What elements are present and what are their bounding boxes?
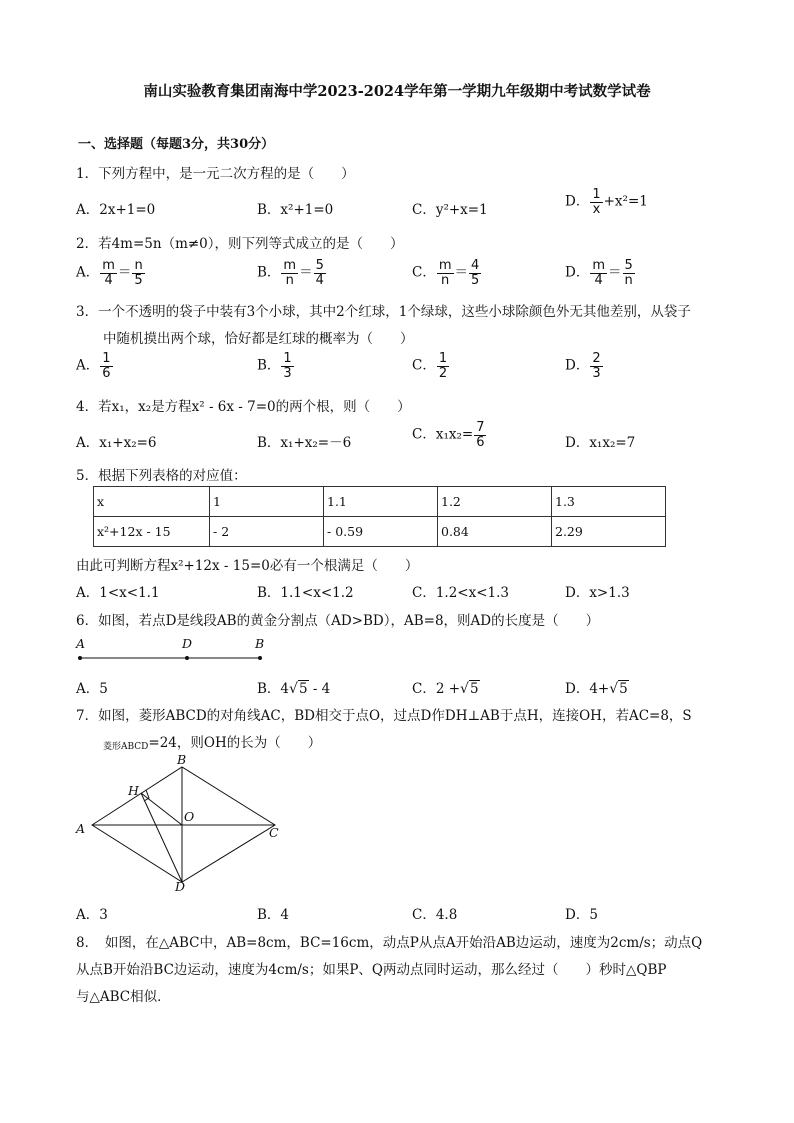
frac-den: 4 [104, 272, 113, 288]
opt-text: C．2 + [412, 681, 461, 697]
equals: ＝ [299, 264, 313, 281]
table-row [94, 487, 666, 517]
frac-den: n [285, 272, 294, 288]
frac-den: 4 [315, 272, 324, 288]
q7-option-c: C．4.8 [412, 907, 458, 923]
point-a [78, 656, 82, 660]
page-title: 南山实验教育集团南海中学2023-2024学年第一学期九年级期中考试数学试卷 [143, 83, 651, 100]
label-b: B [177, 755, 187, 767]
frac-den: 5 [471, 272, 480, 288]
q1-option-b: B．x²+1=0 [257, 202, 334, 218]
radicand: 5 [469, 681, 479, 697]
table-cell: 0.84 [438, 517, 552, 547]
q1-stem: 1．下列方程中，是一元二次方程的是（ ） [76, 166, 355, 182]
equals: ＝ [608, 264, 622, 281]
q2-stem: 2．若4m=5n（m≠0），则下列等式成立的是（ ） [76, 236, 404, 252]
frac-den: x [592, 201, 601, 217]
frac-num: m [438, 258, 452, 273]
label-a: A [76, 821, 86, 836]
frac-num: 5 [624, 258, 633, 273]
q6-stem: 6．如图，若点D是线段AB的黄金分割点（AD>BD），AB=8，则AD的长度是（ ） [76, 613, 600, 629]
q1-d-label: D． [565, 193, 590, 210]
point-d [185, 656, 189, 660]
frac-den: 3 [592, 365, 601, 381]
q2-option-b [257, 259, 327, 287]
table-cell: x [94, 487, 210, 517]
frac-den: 6 [102, 365, 111, 381]
opt-label: C． [412, 357, 436, 374]
frac-den: 3 [283, 365, 292, 381]
q1-option-d [565, 188, 648, 216]
opt-text: B．4 [257, 681, 290, 697]
label-d: D [182, 636, 193, 651]
q7-option-d: D．5 [565, 907, 598, 923]
table-row [94, 517, 666, 547]
frac-num: 4 [471, 258, 480, 273]
segment-figure [70, 634, 280, 666]
frac-num: 5 [315, 258, 324, 273]
value-table [93, 486, 666, 547]
q3-line1: 3．一个不透明的袋子中装有3个小球，其中2个红球，1个绿球，这些小球除颜色外无其他差别，从袋子 [76, 304, 691, 320]
sqrt-symbol: √ [460, 681, 469, 697]
table-cell: 1 [210, 487, 324, 517]
opt-label: C． [412, 264, 436, 281]
equals: ＝ [117, 264, 132, 281]
frac-num: m [102, 258, 115, 273]
q4-stem: 4．若x₁，x₂是方程x² - 6x - 7=0的两个根，则（ ） [76, 399, 411, 415]
table-cell: - 2 [210, 517, 324, 547]
radicand: 5 [619, 681, 628, 697]
q1-d-rest: +x²=1 [603, 193, 648, 210]
q4-option-d: D．x₁x₂=7 [565, 435, 636, 451]
frac-den: n [624, 272, 633, 288]
subscript: 菱形ABCD [103, 742, 149, 752]
opt-label: B． [257, 264, 281, 281]
table-cell: 1.1 [324, 487, 438, 517]
table-cell: - 0.59 [324, 517, 438, 547]
frac-num: m [592, 258, 605, 273]
table-cell: 2.29 [552, 517, 666, 547]
q8-line3: 与△ABC相似． [76, 989, 171, 1005]
q2-option-c [412, 259, 482, 287]
sqrt-symbol: √ [289, 681, 298, 697]
label-b: B [255, 636, 265, 651]
q5-option-b: B．1.1<x<1.2 [257, 585, 354, 601]
q3-option-c [412, 352, 450, 380]
frac-num: 1 [592, 187, 601, 202]
opt-label: B． [257, 357, 281, 374]
q6-option-a: A．5 [76, 681, 108, 697]
sqrt-symbol: √ [609, 681, 619, 697]
q3-line2: 中随机摸出两个球，恰好都是红球的概率为（ ） [103, 331, 414, 347]
frac-num: 2 [592, 351, 601, 366]
q4-option-c [412, 421, 487, 449]
rhombus-figure [70, 755, 300, 893]
opt-label: A． [76, 357, 100, 374]
q6-option-c [412, 677, 480, 697]
q3-option-a [76, 352, 114, 380]
q7-option-a: A．3 [76, 907, 108, 923]
q2-option-d [565, 259, 636, 287]
section-heading: 一、选择题（每题3分，共30分） [78, 137, 275, 152]
q5-option-c: C．1.2<x<1.3 [412, 585, 510, 601]
q1-option-a: A．2x+1=0 [76, 202, 156, 218]
q8-line1: 8． 如图，在△ABC中，AB=8cm，BC=16cm，动点P从点A开始沿AB边运动，速度为2cm/s；动点Q [76, 935, 703, 951]
frac-den: n [441, 272, 450, 288]
q6-option-b [257, 677, 330, 697]
frac-num: 7 [476, 420, 485, 435]
table-cell: x²+12x - 15 [94, 517, 210, 547]
opt-label: D． [565, 357, 590, 374]
table-cell: 1.2 [438, 487, 552, 517]
radicand: 5 [298, 681, 308, 697]
frac-den: 2 [438, 365, 448, 381]
q4-option-b: B．x₁+x₂=－6 [257, 435, 352, 451]
frac-num: m [283, 258, 297, 273]
frac-den: 4 [594, 272, 603, 288]
q2-option-a [76, 259, 146, 287]
label-h: H [128, 783, 139, 798]
q3-option-b [257, 352, 295, 380]
q5-option-a: A．1<x<1.1 [76, 585, 160, 601]
q5-conclusion: 由此可判断方程x²+12x - 15=0必有一个根满足（ ） [76, 558, 419, 574]
frac-num: 1 [102, 351, 111, 366]
point-b [258, 656, 262, 660]
frac-num: 1 [438, 351, 448, 366]
label-o: O [184, 809, 195, 824]
q7-line2 [103, 731, 321, 752]
q8-line2: 从点B开始沿BC边运动，速度为4cm/s；如果P、Q两动点同时运动，那么经过（ ）秒时△QBP [76, 962, 667, 978]
label-d: D [175, 879, 186, 893]
opt-label: D． [565, 264, 590, 281]
frac-num: 1 [283, 351, 292, 366]
q4-option-a: A．x₁+x₂=6 [76, 435, 157, 451]
frac-num: n [134, 258, 143, 273]
segment-oh [141, 793, 182, 825]
opt-text: - 4 [308, 681, 331, 697]
frac-den: 5 [134, 272, 143, 288]
q6-option-d [565, 677, 629, 697]
q7-line1: 7．如图，菱形ABCD的对角线AC，BD相交于点O，过点D作DH⊥AB于点H，连接OH，若AC=8，S [76, 708, 692, 724]
equals: ＝ [454, 264, 469, 281]
q3-option-d [565, 352, 604, 380]
frac-den: 6 [476, 434, 485, 450]
q7-line2-text: =24，则OH的长为（ ） [148, 735, 322, 751]
table-cell: 1.3 [552, 487, 666, 517]
label-c: C [269, 825, 279, 840]
label-a: A [76, 636, 86, 651]
q5-stem: 5．根据下列表格的对应值： [76, 468, 247, 484]
opt-label: A． [76, 264, 100, 281]
q5-option-d: D．x>1.3 [565, 585, 630, 601]
q1-option-c: C．y²+x=1 [412, 202, 488, 218]
opt-text: D．4+ [565, 681, 610, 697]
q7-option-b: B．4 [257, 907, 290, 923]
opt-label: C．x₁x₂= [412, 426, 474, 443]
